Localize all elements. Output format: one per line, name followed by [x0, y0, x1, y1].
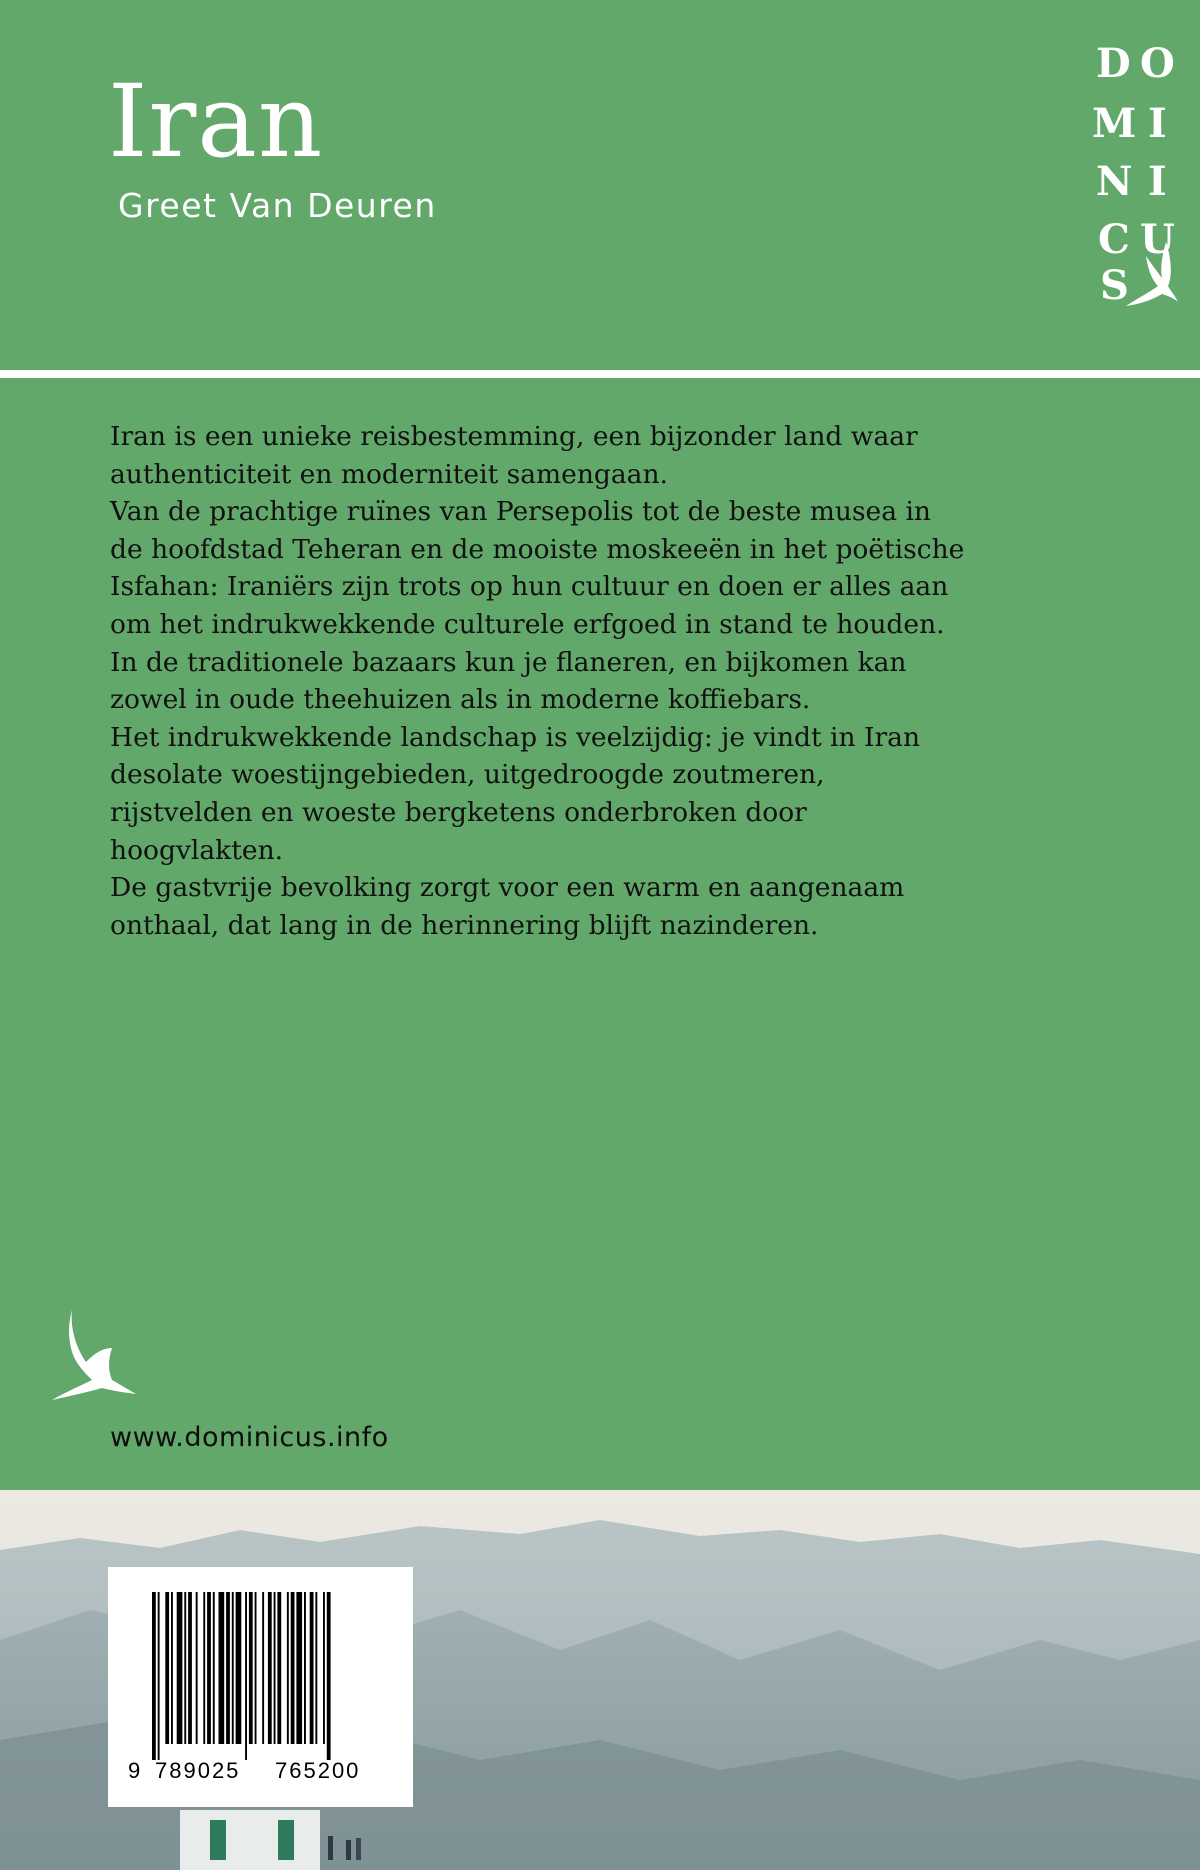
barcode-bar	[232, 1592, 234, 1744]
publisher-logo	[1090, 40, 1180, 314]
barcode-bar	[268, 1592, 272, 1744]
barcode-bar	[262, 1592, 264, 1744]
logo-letter: C	[1098, 216, 1130, 263]
barcode-bars	[152, 1592, 382, 1760]
barcode-left-group: 789025	[155, 1758, 241, 1783]
barcode-bar	[184, 1592, 186, 1744]
blurb-paragraph: De gastvrije bevolking zorgt voor een warm en aangenaam onthaal, dat lang in de herinnering blijft nazinderen.	[110, 872, 905, 941]
swallow-bird-icon	[50, 1308, 140, 1408]
barcode-bar	[203, 1592, 205, 1744]
barcode-bar	[327, 1592, 331, 1760]
book-blurb	[110, 418, 970, 944]
publisher-website: www.dominicus.info	[110, 1422, 389, 1453]
barcode-bar	[236, 1592, 242, 1744]
logo-letter: S	[1100, 262, 1129, 309]
logo-letter: O	[1140, 40, 1175, 87]
barcode-bar	[213, 1592, 215, 1744]
logo-letter: N	[1096, 158, 1133, 205]
barcode-bar	[207, 1592, 211, 1744]
blurb-paragraph: Het indrukwekkende landschap is veelzijdig: je vindt in Iran desolate woestijngebieden, uitgedroogde zoutmeren, rijstvelden en woeste bergketens onderbroken door hoogvlakten.	[110, 721, 921, 866]
barcode-bar	[171, 1592, 173, 1744]
logo-letter: I	[1148, 158, 1167, 205]
barcode-first-digit: 9	[128, 1758, 141, 1783]
cover-header	[0, 0, 1200, 370]
barcode-bar	[219, 1592, 225, 1744]
book-title: Iran	[108, 63, 324, 180]
barcode-bar	[315, 1592, 317, 1744]
barcode-bar	[304, 1592, 306, 1744]
swallow-bird-icon	[1122, 240, 1180, 312]
logo-letter: U	[1140, 216, 1175, 263]
logo-letter: I	[1148, 100, 1167, 147]
barcode-bar	[249, 1592, 253, 1744]
blurb-paragraph: In de traditionele bazaars kun je flaneren, en bijkomen kan zowel in oude theehuizen als in moderne koffiebars.	[110, 646, 907, 716]
barcode-right-group: 765200	[275, 1758, 361, 1783]
barcode-bar	[188, 1592, 192, 1744]
book-author: Greet Van Deuren	[118, 186, 437, 225]
white-divider	[0, 370, 1200, 378]
barcode-bar	[323, 1592, 325, 1744]
barcode-bar	[196, 1592, 198, 1744]
barcode-bar	[291, 1592, 295, 1744]
barcode-bar	[177, 1592, 183, 1744]
blurb-paragraph: Van de prachtige ruïnes van Persepolis tot de beste musea in de hoofdstad Teheran en de mooiste moskeeën in het poëtische Isfahan: Iraniërs zijn trots op hun cultuur en doen er alles aan om het indrukwekkende culturele erfgoed in stand te houden.	[110, 496, 965, 640]
barcode-bar	[277, 1592, 281, 1744]
barcode-bar	[226, 1592, 230, 1744]
barcode-bar	[165, 1592, 169, 1744]
barcode-bar	[287, 1592, 289, 1744]
barcode-bar	[296, 1592, 302, 1744]
blurb-paragraph: Iran is een unieke reisbestemming, een bijzonder land waar authenticiteit en moderniteit samengaan.	[110, 421, 918, 490]
barcode-bar	[158, 1592, 160, 1760]
barcode-bar	[245, 1592, 247, 1760]
barcode-bar	[274, 1592, 276, 1744]
isbn-barcode	[108, 1567, 413, 1807]
logo-letter: D	[1096, 40, 1131, 87]
barcode-bar	[310, 1592, 314, 1744]
barcode-bar	[152, 1592, 156, 1760]
logo-letter: M	[1092, 100, 1137, 147]
barcode-bar	[255, 1592, 257, 1744]
